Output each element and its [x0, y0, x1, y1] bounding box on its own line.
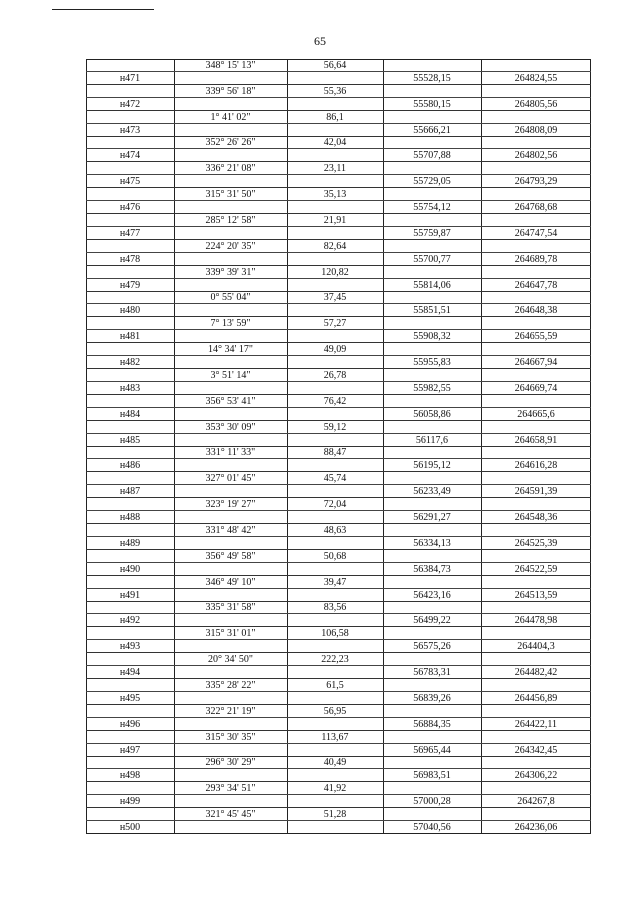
segment-line: [86, 59, 591, 72]
bearing-angle: 348° 15' 13": [205, 60, 256, 71]
coordinate-x: 56291,27: [413, 512, 451, 524]
coordinate-y: 264658,91: [514, 434, 558, 446]
coordinate-x: 56384,73: [413, 563, 451, 575]
point-line: [86, 459, 591, 472]
point-line: [86, 408, 591, 421]
table-row: [86, 808, 591, 834]
segment-length: 55,36: [323, 85, 347, 97]
segment-length: 59,12: [323, 421, 347, 433]
bearing-angle: 356° 53' 41": [205, 395, 256, 407]
coordinate-y: 264478,98: [514, 615, 558, 627]
table-row: [86, 756, 591, 782]
point-name: н492: [119, 615, 141, 627]
bearing-angle: 335° 31' 58": [205, 602, 256, 614]
coordinate-x: 55666,21: [413, 124, 451, 136]
segment-length: 106,58: [321, 628, 349, 640]
point-line: [86, 124, 591, 137]
coordinate-x: 56423,16: [413, 589, 451, 601]
segment-line: [86, 808, 591, 821]
segment-length: 76,42: [323, 395, 347, 407]
segment-line: [86, 524, 591, 537]
segment-line: [86, 240, 591, 253]
bearing-angle: 0° 55' 04": [210, 292, 251, 304]
point-name: н479: [119, 279, 141, 291]
point-line: [86, 175, 591, 188]
bearing-angle: 346° 49' 10": [205, 576, 256, 588]
point-name: н474: [119, 150, 141, 162]
segment-length: 56,95: [323, 705, 347, 717]
segment-length: 222,23: [321, 654, 349, 666]
segment-length: 56,64: [323, 60, 347, 71]
coordinate-x: 55528,15: [413, 73, 451, 84]
coordinate-y: 264513,59: [514, 589, 558, 601]
table-row: [86, 291, 591, 317]
segment-length: 48,63: [323, 524, 347, 536]
coordinate-y: 264768,68: [514, 202, 558, 214]
segment-length: 83,56: [323, 602, 347, 614]
table-row: [86, 421, 591, 447]
coordinate-y: 264802,56: [514, 150, 558, 162]
segment-line: [86, 472, 591, 485]
segment-length: 113,67: [321, 731, 349, 743]
segment-length: 41,92: [323, 783, 347, 795]
point-line: [86, 744, 591, 757]
table-row: [86, 627, 591, 653]
point-name: н495: [119, 692, 141, 704]
segment-line: [86, 291, 591, 304]
segment-length: 61,5: [326, 679, 344, 691]
coordinate-y: 264793,29: [514, 176, 558, 188]
segment-line: [86, 369, 591, 382]
table-row: [86, 136, 591, 162]
point-line: [86, 769, 591, 782]
table-row: [86, 317, 591, 343]
table-row: [86, 498, 591, 524]
point-name: н482: [119, 357, 141, 369]
coordinate-x: 56839,26: [413, 692, 451, 704]
segment-length: 39,47: [323, 576, 347, 588]
segment-line: [86, 782, 591, 795]
point-name: н500: [119, 822, 141, 834]
point-line: [86, 640, 591, 653]
point-line: [86, 511, 591, 524]
point-line: [86, 485, 591, 498]
coordinate-x: 56965,44: [413, 744, 451, 756]
point-name: н494: [119, 667, 141, 679]
segment-length: 37,45: [323, 292, 347, 304]
point-line: [86, 821, 591, 834]
table-row: [86, 343, 591, 369]
segment-length: 40,49: [323, 757, 347, 769]
bearing-angle: 315° 30' 35": [205, 731, 256, 743]
point-line: [86, 718, 591, 731]
segment-line: [86, 162, 591, 175]
coordinate-x: 56983,51: [413, 770, 451, 782]
coordinate-y: 264824,55: [514, 73, 558, 84]
point-line: [86, 72, 591, 85]
coordinate-y: 264267,8: [517, 796, 555, 808]
coordinate-y: 264525,39: [514, 537, 558, 549]
table-row: [86, 214, 591, 240]
point-name: н484: [119, 408, 141, 420]
bearing-angle: 352° 26' 26": [205, 137, 256, 149]
coordinate-x: 56117,6: [415, 434, 449, 446]
segment-length: 72,04: [323, 499, 347, 511]
coordinate-y: 264236,06: [514, 822, 558, 834]
segment-length: 120,82: [321, 266, 349, 278]
segment-length: 23,11: [323, 163, 347, 175]
point-line: [86, 666, 591, 679]
segment-line: [86, 679, 591, 692]
bearing-angle: 322° 21' 19": [205, 705, 256, 717]
segment-line: [86, 653, 591, 666]
table-row: [86, 653, 591, 679]
coordinate-y: 264422,11: [514, 718, 558, 730]
table-row: [86, 162, 591, 188]
point-line: [86, 98, 591, 111]
coordinate-x: 55982,55: [413, 382, 451, 394]
table-row: [86, 472, 591, 498]
bearing-angle: 315° 31' 50": [205, 189, 256, 201]
point-name: н490: [119, 563, 141, 575]
coordinate-y: 264808,09: [514, 124, 558, 136]
segment-length: 45,74: [323, 473, 347, 485]
point-line: [86, 304, 591, 317]
coordinate-x: 57040,56: [413, 822, 451, 834]
coordinate-y: 264456,89: [514, 692, 558, 704]
segment-length: 21,91: [323, 214, 347, 226]
point-name: н498: [119, 770, 141, 782]
coordinate-y: 264655,59: [514, 331, 558, 343]
table-row: [86, 85, 591, 111]
table-row: [86, 731, 591, 757]
coordinate-x: 55851,51: [413, 305, 451, 317]
header-rule: [52, 9, 154, 10]
coordinate-y: 264616,28: [514, 460, 558, 472]
point-name: н496: [119, 718, 141, 730]
bearing-angle: 327° 01' 45": [205, 473, 256, 485]
coordinate-y: 264591,39: [514, 486, 558, 498]
segment-line: [86, 731, 591, 744]
point-name: н487: [119, 486, 141, 498]
point-name: н478: [119, 253, 141, 265]
segment-line: [86, 627, 591, 640]
point-line: [86, 795, 591, 808]
bearing-angle: 296° 30' 29": [205, 757, 256, 769]
coordinate-y: 264669,74: [514, 382, 558, 394]
table-row: [86, 59, 591, 85]
bearing-angle: 224° 20' 35": [205, 240, 256, 252]
segment-line: [86, 446, 591, 459]
point-line: [86, 227, 591, 240]
segment-length: 57,27: [323, 318, 347, 330]
bearing-angle: 323° 19' 27": [205, 499, 256, 511]
table-row: [86, 240, 591, 266]
table-row: [86, 601, 591, 627]
bearing-angle: 336° 21' 08": [205, 163, 256, 175]
segment-line: [86, 550, 591, 563]
coordinate-x: 56884,35: [413, 718, 451, 730]
point-name: н489: [119, 537, 141, 549]
coordinate-x: 57000,28: [413, 796, 451, 808]
bearing-angle: 1° 41' 02": [210, 111, 251, 123]
coordinate-x: 55707,88: [413, 150, 451, 162]
segment-line: [86, 188, 591, 201]
point-name: н471: [119, 73, 141, 84]
point-name: н483: [119, 382, 141, 394]
bearing-angle: 293° 34' 51": [205, 783, 256, 795]
segment-line: [86, 421, 591, 434]
table-row: [86, 266, 591, 292]
segment-length: 88,47: [323, 447, 347, 459]
point-name: н475: [119, 176, 141, 188]
segment-line: [86, 85, 591, 98]
bearing-angle: 353° 30' 09": [205, 421, 256, 433]
bearing-angle: 14° 34' 17": [208, 344, 253, 356]
point-name: н497: [119, 744, 141, 756]
segment-line: [86, 395, 591, 408]
point-name: н481: [119, 331, 141, 343]
coordinate-x: 55580,15: [413, 98, 451, 110]
point-name: н476: [119, 202, 141, 214]
bearing-angle: 331° 11' 33": [205, 447, 256, 459]
bearing-angle: 335° 28' 22": [205, 679, 256, 691]
coordinate-x: 56575,26: [413, 641, 451, 653]
point-line: [86, 279, 591, 292]
table-row: [86, 782, 591, 808]
segment-length: 50,68: [323, 550, 347, 562]
coordinate-x: 55814,06: [413, 279, 451, 291]
point-line: [86, 382, 591, 395]
point-name: н473: [119, 124, 141, 136]
point-name: н491: [119, 589, 141, 601]
segment-line: [86, 317, 591, 330]
coordinate-y: 264342,45: [514, 744, 558, 756]
coordinate-x: 56783,31: [413, 667, 451, 679]
coordinate-x: 55729,05: [413, 176, 451, 188]
segment-length: 26,78: [323, 369, 347, 381]
point-name: н499: [119, 796, 141, 808]
coordinate-x: 55700,77: [413, 253, 451, 265]
segment-length: 86,1: [326, 111, 344, 123]
segment-length: 42,04: [323, 137, 347, 149]
segment-length: 49,09: [323, 344, 347, 356]
segment-line: [86, 343, 591, 356]
coordinate-x: 56195,12: [413, 460, 451, 472]
coordinate-x: 56499,22: [413, 615, 451, 627]
coordinate-x: 56058,86: [413, 408, 451, 420]
coordinate-y: 264805,56: [514, 98, 558, 110]
segment-length: 51,28: [323, 809, 347, 821]
coordinate-x: 55908,32: [413, 331, 451, 343]
coordinate-x: 55754,12: [413, 202, 451, 214]
point-line: [86, 356, 591, 369]
segment-line: [86, 498, 591, 511]
point-line: [86, 589, 591, 602]
coordinate-y: 264648,38: [514, 305, 558, 317]
point-line: [86, 330, 591, 343]
point-line: [86, 149, 591, 162]
point-name: н493: [119, 641, 141, 653]
coordinate-y: 264665,6: [517, 408, 555, 420]
coordinate-y: 264548,36: [514, 512, 558, 524]
segment-line: [86, 111, 591, 124]
point-name: н486: [119, 460, 141, 472]
point-line: [86, 537, 591, 550]
table-row: [86, 550, 591, 576]
coordinate-y: 264482,42: [514, 667, 558, 679]
table-row: [86, 111, 591, 137]
bearing-angle: 339° 39' 31": [205, 266, 256, 278]
table-row: [86, 395, 591, 421]
coordinate-y: 264647,78: [514, 279, 558, 291]
segment-line: [86, 136, 591, 149]
coordinate-x: 55759,87: [413, 227, 451, 239]
point-line: [86, 692, 591, 705]
bearing-angle: 20° 34' 50": [208, 654, 253, 666]
segment-line: [86, 756, 591, 769]
coordinate-y: 264306,22: [514, 770, 558, 782]
table-row: [86, 524, 591, 550]
coordinate-x: 55955,83: [413, 357, 451, 369]
point-name: н480: [119, 305, 141, 317]
point-name: н485: [119, 434, 141, 446]
coordinate-y: 264404,3: [517, 641, 555, 653]
bearing-angle: 321° 45' 45": [205, 809, 256, 821]
table-row: [86, 705, 591, 731]
point-line: [86, 253, 591, 266]
point-line: [86, 563, 591, 576]
bearing-angle: 7° 13' 59": [210, 318, 251, 330]
bearing-angle: 3° 51' 14": [210, 369, 251, 381]
bearing-angle: 315° 31' 01": [205, 628, 256, 640]
coordinate-y: 264522,59: [514, 563, 558, 575]
bearing-angle: 331° 48' 42": [205, 524, 256, 536]
coordinate-x: 56233,49: [413, 486, 451, 498]
table-row: [86, 369, 591, 395]
bearing-angle: 285° 12' 58": [205, 214, 256, 226]
table-row: [86, 188, 591, 214]
table-row: [86, 446, 591, 472]
segment-line: [86, 601, 591, 614]
segment-line: [86, 214, 591, 227]
table-row: [86, 679, 591, 705]
segment-line: [86, 705, 591, 718]
point-line: [86, 434, 591, 447]
coordinate-x: 56334,13: [413, 537, 451, 549]
segment-line: [86, 266, 591, 279]
page-number: 65: [314, 34, 326, 48]
bearing-angle: 339° 56' 18": [205, 85, 256, 97]
segment-length: 82,64: [323, 240, 347, 252]
segment-line: [86, 576, 591, 589]
coordinate-y: 264689,78: [514, 253, 558, 265]
bearing-angle: 356° 49' 58": [205, 550, 256, 562]
point-line: [86, 201, 591, 214]
table-row: [86, 576, 591, 602]
point-name: н477: [119, 227, 141, 239]
point-name: н472: [119, 98, 141, 110]
coordinate-y: 264747,54: [514, 227, 558, 239]
point-line: [86, 614, 591, 627]
segment-length: 35,13: [323, 189, 347, 201]
point-name: н488: [119, 512, 141, 524]
coordinate-y: 264667,94: [514, 357, 558, 369]
